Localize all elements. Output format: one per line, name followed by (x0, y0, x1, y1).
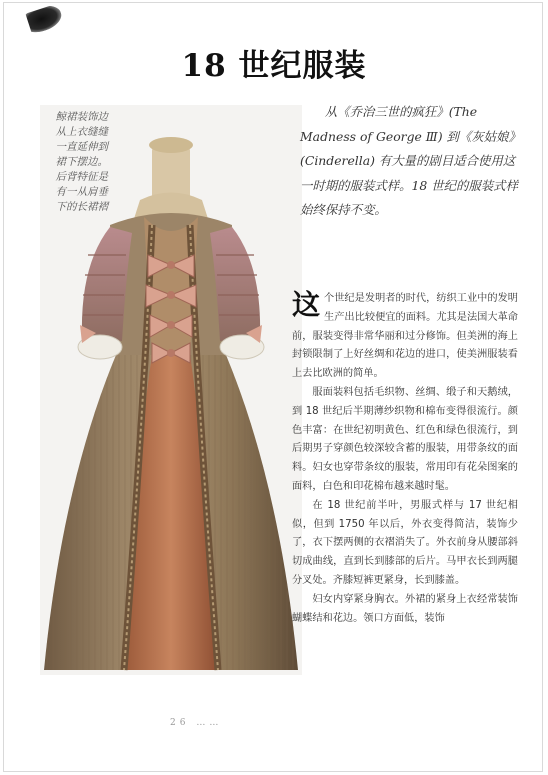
paragraph-1-text: 个世纪是发明者的时代，纺织工业中的发明生产出比较便宜的面料。尤其是法国大革命前，服装变得非常华丽和过分修饰。但美洲的海上封锁限制了上好丝绸和花边的进口，使美洲服装看上去比欧洲的简单。 (292, 293, 518, 380)
page-number: 26 …… (170, 718, 223, 728)
body-text (292, 290, 518, 628)
intro-paragraph: 从《乔治三世的疯狂》(The Madness of George Ⅲ) 到《灰姑娘》(Cinderella) 有大量的剧目适合使用这一时期的服装式样。18 世纪的服装式样始终保持不变。 (300, 104, 518, 217)
photo-caption: 鲸裙装饰边从上衣缝缝一直延伸到裙下摆边。后背特征是有一从肩垂下的长裙褶 (55, 111, 108, 213)
paragraph-2: 服面装料包括毛织物、丝绸、缎子和天鹅绒，到 18 世纪后半期薄纱织物和棉布变得很流行。颜色丰富：在世纪初明黄色、红色和绿色很流行，到后期男子穿颜色较深较含蓄的服装，用带条纹的面料。妇女也穿带条纹的服装，常用印有花朵图案的面料，白色和印花棉布越来越时髦。 (292, 386, 518, 492)
drop-cap: 这 (292, 288, 321, 321)
paragraph-3: 在 18 世纪前半叶，男服式样与 17 世纪相似，但到 1750 年以后，外衣变得简洁，装饰少了，衣下摆两侧的衣褶消失了。外衣前身从腰部斜切成曲线，直到长到膝部的后片。马甲衣长到两腿分叉处。齐膝短裤更紧身，长到膝盖。 (292, 499, 518, 586)
page-title: 18 世纪服装 (181, 48, 367, 84)
paragraph-1 (292, 290, 518, 384)
paragraph-4: 妇女内穿紧身胸衣。外裙的紧身上衣经常装饰蝴蝶结和花边。领口方面低，装饰 (292, 593, 518, 624)
